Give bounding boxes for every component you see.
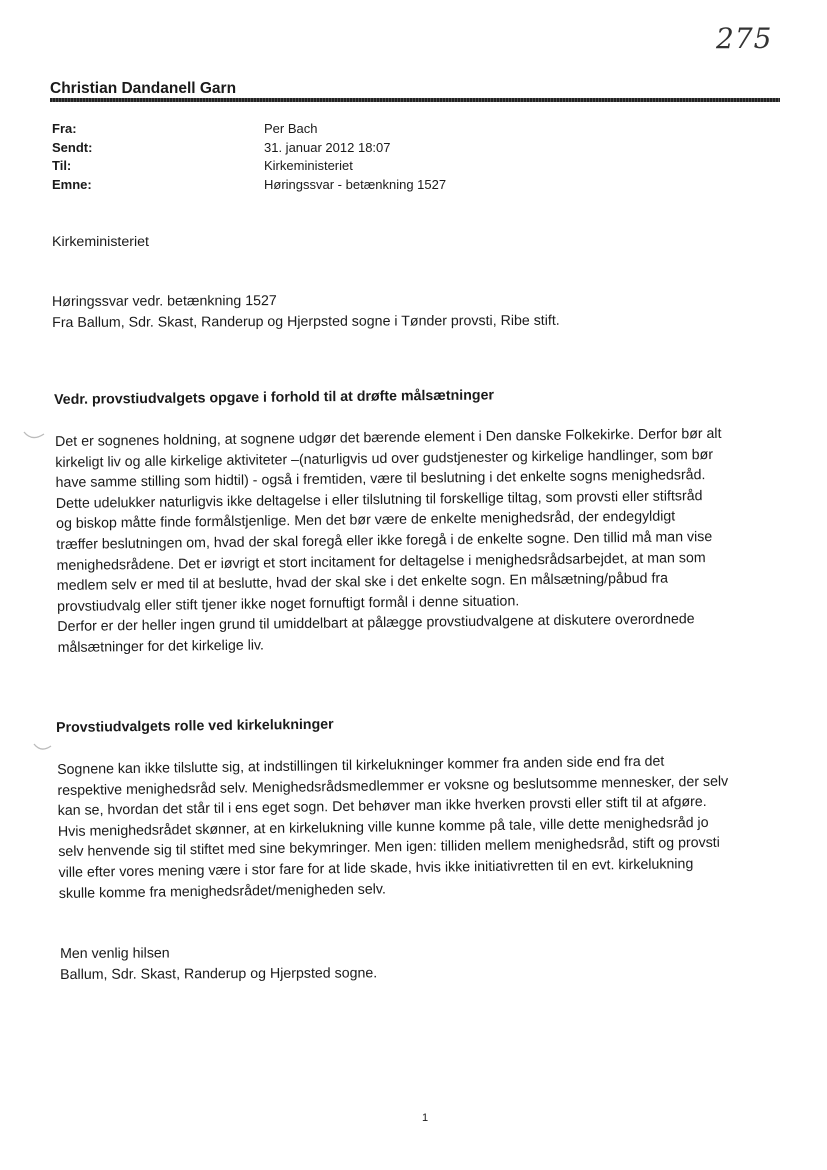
paragraph-line: Dette udelukker naturligvis ikke deltagelse i eller tilslutning til forskellige tiltag, som provsti eller stiftsråd <box>55 487 703 512</box>
meta-value: Høringssvar - betænkning 1527 <box>264 176 447 192</box>
paragraph-line: kan se, hvordan det står til i ens eget sogn. Det behøver man ikke hverken provsti eller stift til at afgøre. <box>57 794 707 820</box>
scan-mark-icon <box>22 428 48 442</box>
paragraph-line: træffer beslutningen om, hvad der skal foregå eller ikke foregå i de enkelte sogne. Den tillid må man vise <box>56 528 713 553</box>
meta-label: Sendt: <box>52 139 93 155</box>
subject-line: Fra Ballum, Sdr. Skast, Randerup og Hjerpsted sogne i Tønder provsti, Ribe stift. <box>52 312 560 331</box>
meta-label: Til: <box>52 158 72 173</box>
meta-row-to <box>52 157 446 176</box>
handwritten-page-number: 275 <box>716 22 773 55</box>
sender-name: Christian Dandanell Garn <box>50 80 237 97</box>
subject-block <box>52 290 560 333</box>
paragraph-line: Hvis menighedsrådet skønner, at en kirkelukning ville kunne komme på tale, ville dette menighedsråd jo <box>57 814 709 840</box>
header-divider <box>50 98 780 102</box>
paragraph-line: kirkeligt liv og alle kirkelige aktiviteter –(naturligvis ud over gudstjenester og kirkelige handlinger, som bør <box>55 446 714 471</box>
section-heading: Vedr. provstiudvalgets opgave i forhold til at drøfte målsætninger <box>54 387 495 408</box>
paragraph-line: skulle komme fra menighedsrådet/menigheden selv. <box>58 880 386 902</box>
closing-line: Ballum, Sdr. Skast, Randerup og Hjerpsted sogne. <box>60 964 378 983</box>
paragraph-line: selv henvende sig til stiftet med sine bekymringer. Men igen: tilliden mellem menighedsråd, stift og provsti <box>58 835 720 861</box>
closing-line: Men venlig hilsen <box>60 945 170 962</box>
paragraph-line: Det er sognenes holdning, at sognene udgør det bærende element i Den danske Folkekirke. Derfor bør alt <box>55 425 722 450</box>
meta-row-sent <box>52 139 446 158</box>
paragraph-line: respektive menighedsråd selv. Menighedsrådsmedlemmer er voksne og beslutsomme mennesker, der selv <box>57 773 729 799</box>
paragraph-line: menighedsrådene. Det er iøvrigt et stort incitament for deltagelse i menighedsrådsarbejdet, at man som <box>56 549 706 574</box>
paragraph-line: medlem selv er med til at beslutte, hvad der skal ske i det enkelte sogn. En målsætning/påbud fra <box>56 570 669 595</box>
meta-label: Emne: <box>52 176 92 192</box>
paragraph-line: provstiudvalg eller stift tjener ikke noget fornuftigt formål i denne situation. <box>57 593 520 615</box>
paragraph-line: målsætninger for det kirkelige liv. <box>57 637 265 656</box>
meta-row-from <box>52 120 446 139</box>
subject-line: Høringssvar vedr. betænkning 1527 <box>52 293 277 310</box>
meta-value: 31. januar 2012 18:07 <box>264 139 391 155</box>
recipient-line: Kirkeministeriet <box>52 234 149 250</box>
meta-value: Per Bach <box>264 121 318 136</box>
paragraph-line: Derfor er der heller ingen grund til umiddelbart at pålægge provstiudvalgene at diskutere overordnede <box>57 611 695 636</box>
email-metadata <box>52 120 446 194</box>
paragraph-line: ville efter vores mening være i stor fare for at lide skade, hvis ikke initiativretten til en evt. kirkelukning <box>58 856 694 881</box>
section-paragraph <box>57 750 799 904</box>
meta-label: Fra: <box>52 121 77 136</box>
section-paragraph <box>55 423 798 659</box>
closing-block <box>60 942 377 985</box>
page-number: 1 <box>422 1112 429 1124</box>
paragraph-line: og biskop måtte finde formålstjenlige. Men det bør være de enkelte menighedsråd, der endegyldigt <box>56 508 676 533</box>
paragraph-line: have samme stilling som hidtil) - også i fremtiden, være til beslutning i det enkelte sogns menighedsråd. <box>55 467 706 492</box>
paragraph-line: Sognene kan ikke tilslutte sig, at indstillingen til kirkelukninger kommer fra anden side end fra det <box>57 753 665 778</box>
section-heading: Provstiudvalgets rolle ved kirkelukninger <box>56 716 334 736</box>
meta-row-subject <box>52 176 446 195</box>
meta-value: Kirkeministeriet <box>264 158 353 173</box>
scan-mark-icon <box>32 740 54 754</box>
